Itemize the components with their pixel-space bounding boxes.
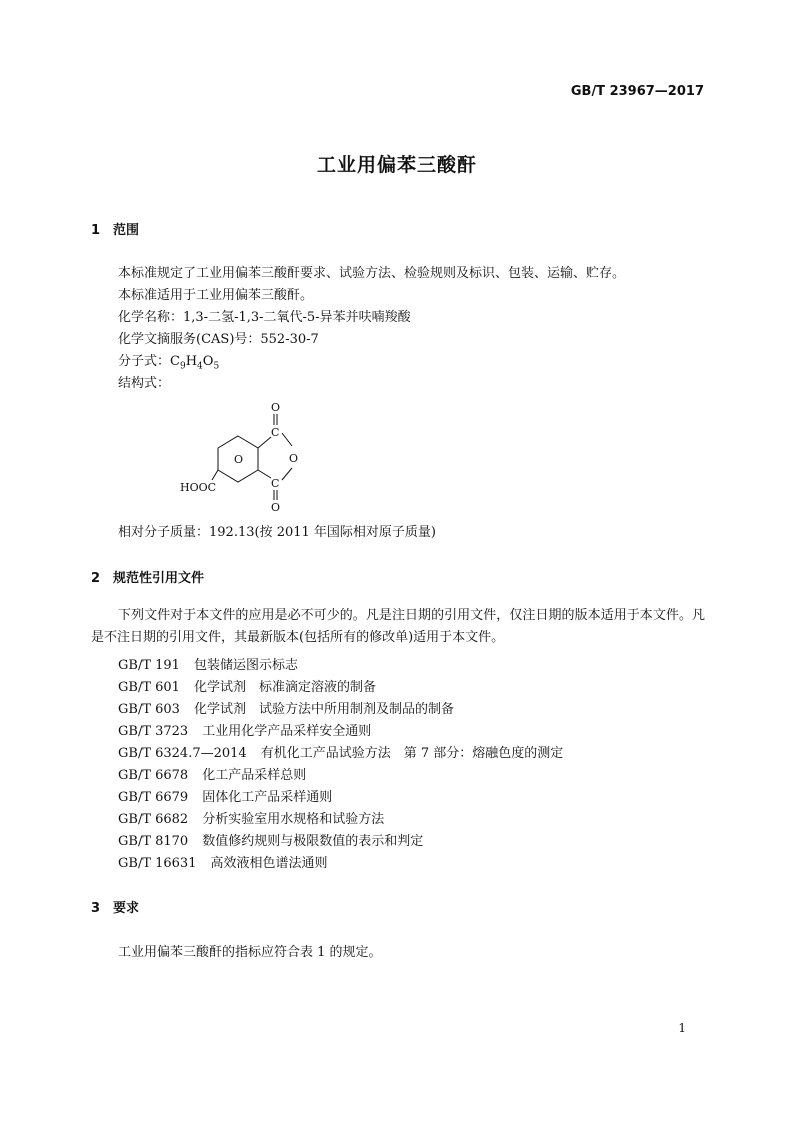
section-2-heading bbox=[91, 567, 204, 586]
reference-item: GB/T 601 化学试剂 标准滴定溶液的制备 bbox=[118, 680, 376, 695]
chemical-name-line: 化学名称：1,3-二氢-1,3-二氧代-5-异苯并呋喃羧酸 bbox=[118, 310, 411, 325]
section-3-heading bbox=[91, 897, 139, 916]
reference-item: GB/T 6682 分析实验室用水规格和试验方法 bbox=[118, 812, 385, 827]
section-number: 2 bbox=[91, 571, 101, 586]
bridge-oxygen-label: O bbox=[289, 452, 299, 465]
cas-number-line: 化学文摘服务(CAS)号：552-30-7 bbox=[118, 332, 319, 347]
top-oxygen-label: O bbox=[271, 401, 281, 414]
bottom-carbon-label: C bbox=[271, 477, 280, 490]
standard-code: GB/T 23967—2017 bbox=[570, 84, 704, 99]
reference-item: GB/T 191 包装储运图示标志 bbox=[118, 658, 298, 673]
requirements-line: 工业用偏苯三酸酐的指标应符合表 1 的规定。 bbox=[118, 945, 382, 960]
section-title: 规范性引用文件 bbox=[113, 571, 205, 586]
formula-label: 分子式： bbox=[118, 354, 171, 369]
structural-formula bbox=[176, 398, 316, 516]
section-1-heading bbox=[91, 219, 139, 238]
molecular-formula-line bbox=[118, 350, 219, 372]
reference-item: GB/T 6679 固体化工产品采样通则 bbox=[118, 790, 333, 805]
scope-line: 本标准规定了工业用偏苯三酸酐要求、试验方法、检验规则及标识、包装、运输、贮存。 bbox=[118, 266, 626, 281]
reference-item: GB/T 8170 数值修约规则与极限数值的表示和判定 bbox=[118, 834, 424, 849]
section-title: 要求 bbox=[113, 901, 140, 916]
section-number: 3 bbox=[91, 901, 101, 916]
top-carbon-label: C bbox=[271, 426, 280, 439]
bottom-oxygen-label: O bbox=[271, 501, 281, 514]
document-title: 工业用偏苯三酸酐 bbox=[316, 154, 477, 176]
reference-item: GB/T 603 化学试剂 试验方法中所用制剂及制品的制备 bbox=[118, 702, 454, 717]
reference-item: GB/T 3723 工业用化学产品采样安全通则 bbox=[118, 724, 372, 739]
applicability-line: 本标准适用于工业用偏苯三酸酐。 bbox=[118, 288, 314, 303]
section-number: 1 bbox=[91, 223, 101, 238]
reference-item: GB/T 16631 高效液相色谱法通则 bbox=[118, 856, 328, 871]
ring-o-label: O bbox=[234, 453, 244, 466]
reference-item: GB/T 6324.7—2014 有机化工产品试验方法 第 7 部分：熔融色度的测定 bbox=[118, 746, 564, 761]
formula-value: $C_9H_4O_5$ bbox=[170, 354, 220, 372]
molecular-mass-line: 相对分子质量：192.13(按 2011 年国际相对原子质量) bbox=[118, 525, 436, 540]
hooc-label: HOOC bbox=[180, 481, 217, 494]
reference-item: GB/T 6678 化工产品采样总则 bbox=[118, 768, 307, 783]
structure-label: 结构式： bbox=[118, 376, 171, 391]
page-number: 1 bbox=[678, 1021, 686, 1035]
references-intro: 下列文件对于本文件的应用是必不可少的。凡是注日期的引用文件，仅注日期的版本适用于本文件。凡是不注日期的引用文件，其最新版本(包括所有的修改单)适用于本文件。 bbox=[91, 608, 705, 645]
section-title: 范围 bbox=[113, 223, 140, 238]
